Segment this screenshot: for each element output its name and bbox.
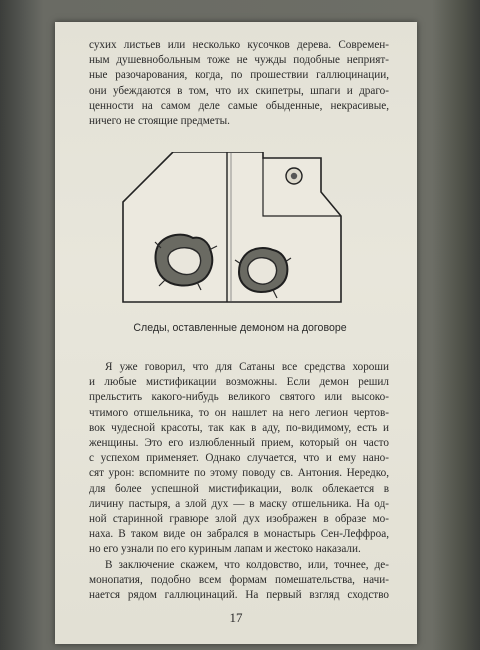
text-line: прельстить какого-нибудь великого святого или высоко- bbox=[89, 391, 389, 404]
text-line: ные разочарования, когда, по прошествии галлюцинации, bbox=[89, 69, 389, 82]
text-line: сят урон: вспомните по этому поводу св. Антония. Нередко, bbox=[89, 467, 389, 480]
text-line: чтимого отшельника, то он нашлет на него легион чертов- bbox=[89, 406, 389, 419]
text-line: монопатия, подобно всем формам помешательства, начи- bbox=[89, 573, 389, 586]
text-line: ным душевнобольным тоже не чужды подобные неприят- bbox=[89, 54, 389, 67]
text-line: ничего не стоящие предметы. bbox=[89, 115, 230, 128]
text-line: для более успешной мистификации, волк облекается в bbox=[89, 482, 389, 495]
text-line: наха. В таком виде он забрался в монастырь Сен-Леффроа, bbox=[89, 528, 389, 541]
text-line: но его узнали по его куриным лапам и жестоко наказали. bbox=[89, 543, 361, 556]
contract-outline bbox=[123, 152, 341, 302]
book-page bbox=[55, 22, 417, 644]
text-line: и любые мистификации возможны. Если демон решил bbox=[89, 376, 389, 389]
top-paragraph bbox=[89, 38, 389, 129]
text-line: сухих листьев или несколько кусочков дерева. Современ- bbox=[89, 39, 389, 51]
contract-illustration bbox=[113, 152, 353, 312]
text-line: В заключение скажем, что колдовство, или, точнее, де- bbox=[105, 558, 389, 571]
text-line: вок чудесной красоты, так как в аду, по-видимому, есть и bbox=[89, 421, 389, 434]
page-number: 17 bbox=[229, 610, 243, 625]
figure-caption: Следы, оставленные демоном на договоре bbox=[133, 322, 347, 334]
text-line: личину пастыря, а злой дух — в маску отшельника. На од- bbox=[89, 497, 389, 510]
text-line: они убеждаются в том, что их скипетры, шпаги и драго- bbox=[89, 84, 389, 97]
body-text bbox=[89, 360, 389, 603]
text-line: с успехом применяет. Однако случается, что и ему нано- bbox=[89, 452, 389, 465]
text-line: ной старинной гравюре злой дух изображен в образе мо- bbox=[89, 513, 389, 526]
text-line: Я уже говорил, что для Сатаны все средства хороши bbox=[105, 361, 389, 373]
text-line: женщины. Это его излюбленный прием, который он часто bbox=[89, 437, 389, 450]
text-line: ценности на самом деле самые обыденные, некрасивые, bbox=[89, 99, 389, 112]
text-line: нается рядом галлюцинаций. На первый взгляд сходство bbox=[89, 589, 389, 602]
